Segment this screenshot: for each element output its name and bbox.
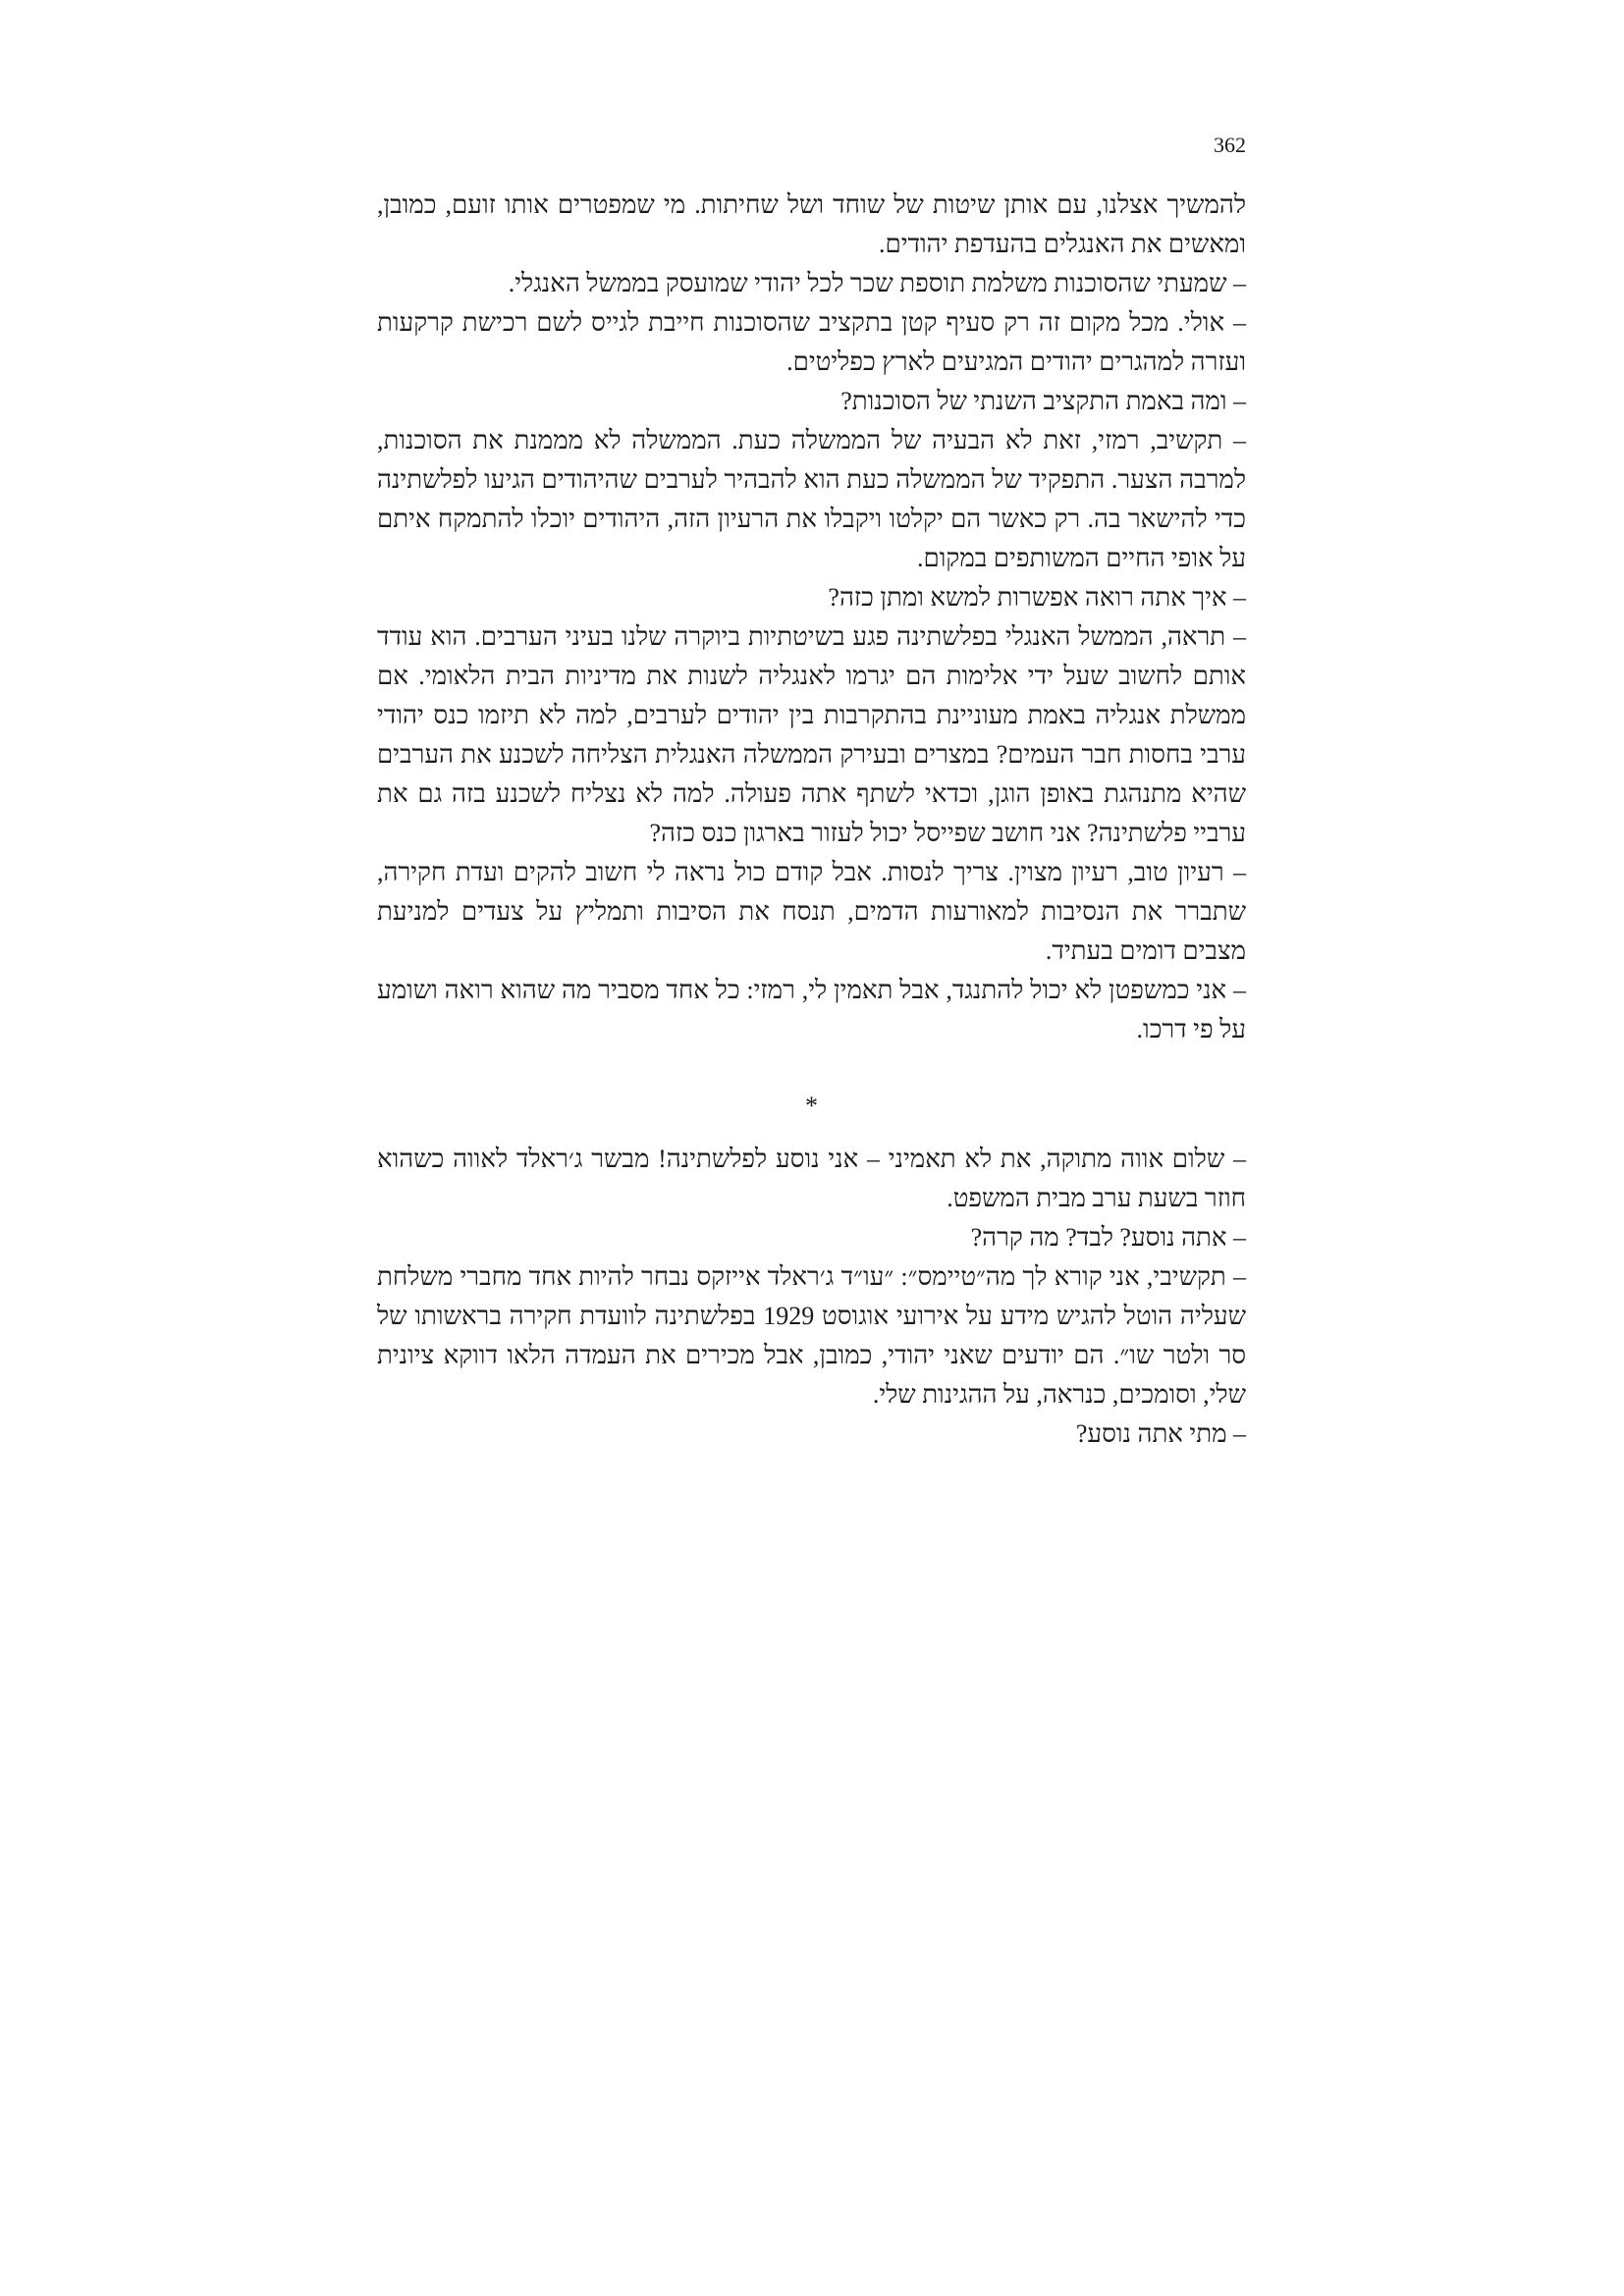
paragraph-1: להמשיך אצלנו, עם אותן שיטות של שוחד ושל שחיתות. מי שמפטרים אותו זועם, כמובן, ומאשים את האנגלים בהעדפת יהודים. — [377, 190, 1246, 258]
section-separator: * — [805, 1092, 818, 1120]
paragraph-9: – אני כמשפטן לא יכול להתנגד, אבל תאמין לי, רמזי: כל אחד מסביר מה שהוא רואה ושומע על פי דרכו. — [377, 976, 1246, 1043]
paragraph-4: – ומה באמת התקציב השנתי של הסוכנות? — [840, 387, 1246, 415]
paragraph-10: – שלום אווה מתוקה, את לא תאמיני – אני נוסע לפלשתינה! מבשר ג׳ראלד לאווה כשהוא חוזר בשעת ערב מבית המשפט. — [377, 1145, 1246, 1212]
paragraph-2: – שמעתי שהסוכנות משלמת תוספת שכר לכל יהודי שמועסק בממשל האנגלי. — [508, 269, 1246, 297]
paragraph-6: – איך אתה רואה אפשרות למשא ומתן כזה? — [828, 583, 1246, 612]
paragraph-8: – רעיון טוב, רעיון מצוין. צריך לנסות. אבל קודם כול נראה לי חשוב להקים ועדת חקירה, שתברר את הנסיבות למאורעות הדמים, תנסח את הסיבות ותמליץ על צעדים למניעת מצבים דומים בעתיד. — [377, 858, 1246, 965]
paragraph-13: – מתי אתה נוסע? — [1075, 1419, 1246, 1448]
paragraph-7: – תראה, הממשל האנגלי בפלשתינה פגע בשיטתיות ביוקרה שלנו בעיני הערבים. הוא עודד אותם לחשוב שעל ידי אלימות הם יגרמו לאנגליה לשנות את מדיניות הבית הלאומי. אם ממשלת אנגליה באמת מעוניינת בהתקרבות בין יהודים לערבים, למה לא תיזמו כנס יהודי ערבי בחסות חבר העמים? במצרים ובעירק הממשלה האנגלית הצליחה לשכנע את הערבים שהיא מתנהגת באופן הוגן, וכדאי לשתף אתה פעולה. למה לא נצליח לשכנע בזה גם את ערביי פלשתינה? אני חושב שפייסל יכול לעזור בארגון כנס כזה? — [377, 622, 1246, 847]
page-number: 362 — [1214, 133, 1246, 157]
paragraph-5: – תקשיב, רמזי, זאת לא הבעיה של הממשלה כעת. הממשלה לא מממנת את הסוכנות, למרבה הצער. התפקיד של הממשלה כעת הוא להבהיר לערבים שהיהודים הגיעו לפלשתינה כדי להישאר בה. רק כאשר הם יקלטו ויקבלו את הרעיון הזה, היהודים יוכלו להתמקח איתם על אופי החיים המשותפים במקום. — [377, 426, 1246, 572]
body-text — [377, 186, 1246, 1454]
paragraph-11: – אתה נוסע? לבד? מה קרה? — [970, 1223, 1246, 1252]
paragraph-12: – תקשיבי, אני קורא לך מה״טיימס״: ״עו״ד ג׳ראלד אייזקס נבחר להיות אחד מחברי משלחת שעליה הוטל להגיש מידע על אירועי אוגוסט 1929 בפלשתינה לוועדת חקירה בראשותו של סר ולטר שו״. הם יודעים שאני יהודי, כמובן, אבל מכירים את העמדה הלאו דווקא ציונית שלי, וסומכים, כנראה, על ההגינות שלי. — [377, 1262, 1246, 1409]
paragraph-3: – אולי. מכל מקום זה רק סעיף קטן בתקציב שהסוכנות חייבת לגייס לשם רכישת קרקעות ועזרה למהגרים יהודים המגיעים לארץ כפליטים. — [377, 308, 1246, 376]
